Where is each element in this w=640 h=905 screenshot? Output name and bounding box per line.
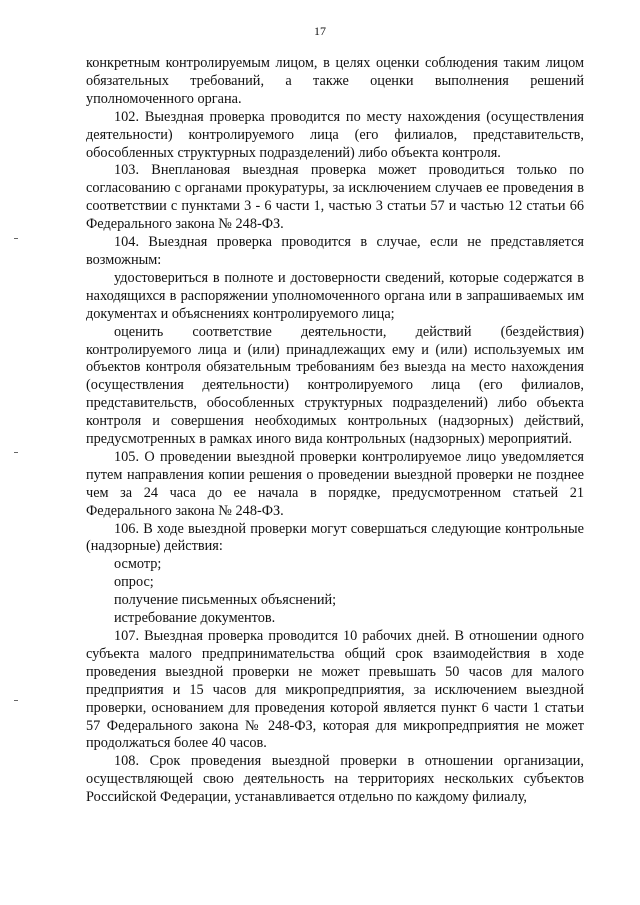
paragraph-105: 105. О проведении выездной проверки контролируемое лицо уведомляется путем направления копии решения о проведении выездной проверки не позднее чем за 24 часа до ее начала в порядке, предусмотренном статьей 21 Федерального закона № 248-ФЗ. (86, 448, 584, 519)
paragraph-103: 103. Внеплановая выездная проверка может проводиться только по согласованию с органами прокуратуры, за исключением случаев ее проведения в соответствии с пунктами 3 - 6 части 1, частью 3 статьи 57 и частью 12 статьи 66 Федерального закона № 248-ФЗ. (86, 162, 584, 233)
scan-mark (14, 238, 18, 239)
list-item: удостовериться в полноте и достоверности сведений, которые содержатся в находящихся в распоряжении уполномоченного органа или в запрашиваемых им документах и объяснениях контролируемого лица; (86, 269, 584, 322)
document-body (86, 55, 584, 807)
scan-mark (14, 452, 18, 453)
paragraph: конкретным контролируемым лицом, в целях оценки соблюдения таким лицом обязательных требований, а также оценки выполнения решений уполномоченного органа. (86, 55, 584, 107)
list-item: осмотр; (114, 556, 162, 573)
paragraph-102: 102. Выездная проверка проводится по месту нахождения (осуществления деятельности) контролируемого лица (его филиалов, представительств, обособленных структурных подразделений) либо объекта контроля. (86, 108, 584, 161)
list-item: получение письменных объяснений; (114, 592, 337, 609)
list-item: оценить соответствие деятельности, действий (бездействия) контролируемого лица и (или) принадлежащих ему и (или) используемых им объектов контроля обязательным требованиям без выезда на место нахождения (осуществления деятельности) контролируемого лица (его филиалов, представительств, обособленных структурных подразделений) либо объекта контроля и совершения необходимых контрольных (надзорных) действий, предусмотренных в рамках иного вида контрольных (надзорных) мероприятий. (86, 323, 584, 448)
paragraph-104: 104. Выездная проверка проводится в случае, если не представляется возможным: (86, 234, 584, 268)
paragraph-107: 107. Выездная проверка проводится 10 рабочих дней. В отношении одного субъекта малого предпринимательства общий срок взаимодействия в ходе проведения выездной проверки не может превышать 50 часов для малого предприятия и 15 часов для микропредприятия, за исключением выездной проверки, основанием для проведения которой является пункт 6 части 1 статьи 57 Федерального закона № 248-ФЗ, которая для микропредприятия не может продолжаться более 40 часов. (86, 628, 584, 752)
list-item: истребование документов. (114, 610, 276, 627)
paragraph-106: 106. В ходе выездной проверки могут совершаться следующие контрольные (надзорные) действия: (86, 520, 584, 555)
list-item: опрос; (114, 574, 154, 591)
scan-mark (14, 700, 18, 701)
page-number: 17 (314, 24, 326, 38)
paragraph-108: 108. Срок проведения выездной проверки в отношении организации, осуществляющей свою деятельность на территориях нескольких субъектов Российской Федерации, устанавливается отдельно по каждому филиалу, (86, 753, 584, 806)
